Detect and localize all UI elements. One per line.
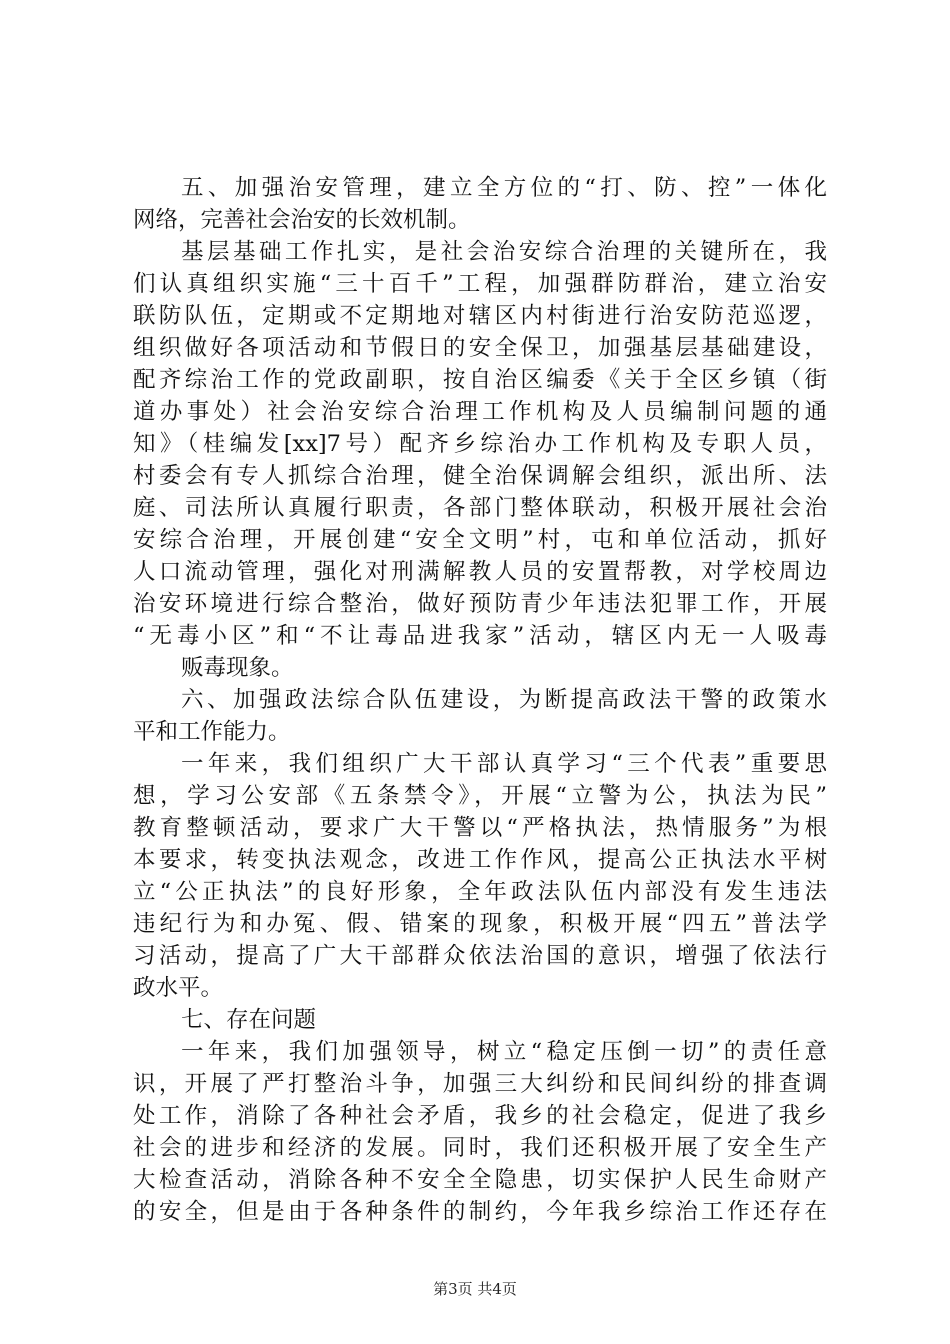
text-line: 知》（桂编发[xx]7号）配齐乡综治办工作机构及专职人员， xyxy=(133,431,827,457)
text-line: 人口流动管理，强化对刑满解教人员的安置帮教，对学校周边 xyxy=(133,559,827,585)
text-line: 村委会有专人抓综合治理，健全治保调解会组织，派出所、法 xyxy=(133,463,827,489)
text-line: 处工作，消除了各种社会矛盾，我乡的社会稳定，促进了我乡 xyxy=(133,1103,827,1129)
text-line: 安综合治理，开展创建“安全文明”村，屯和单位活动，抓好 xyxy=(133,527,827,553)
text-line: 习活动，提高了广大干部群众依法治国的意识，增强了依法行 xyxy=(133,943,827,969)
text-line: 道办事处）社会治安综合治理工作机构及人员编制问题的通 xyxy=(133,399,827,425)
text-line: 们认真组织实施“三十百千”工程，加强群防群治，建立治安 xyxy=(133,271,827,297)
text-line: 五、加强治安管理，建立全方位的“打、防、控”一体化 xyxy=(181,175,827,201)
text-line: 教育整顿活动，要求广大干警以“严格执法，热情服务”为根 xyxy=(133,815,827,841)
text-line: 本要求，转变执法观念，改进工作作风，提高公正执法水平树 xyxy=(133,847,827,873)
text-line: 配齐综治工作的党政副职，按自治区编委《关于全区乡镇（街 xyxy=(133,367,827,393)
document-body xyxy=(133,172,827,1228)
text-line: 庭、司法所认真履行职责，各部门整体联动，积极开展社会治 xyxy=(133,495,827,521)
text-line: 识，开展了严打整治斗争，加强三大纠纷和民间纠纷的排查调 xyxy=(133,1071,827,1097)
text-line: 平和工作能力。 xyxy=(133,719,291,745)
text-line: 六、加强政法综合队伍建设，为断提高政法干警的政策水 xyxy=(181,687,827,713)
text-line: 一年来，我们组织广大干部认真学习“三个代表”重要思 xyxy=(181,751,827,777)
text-line: 政水平。 xyxy=(133,975,224,1001)
text-line: 大检查活动，消除各种不安全全隐患，切实保护人民生命财产 xyxy=(133,1167,827,1193)
text-line: 一年来，我们加强领导，树立“稳定压倒一切”的责任意 xyxy=(181,1039,827,1065)
text-line: 社会的进步和经济的发展。同时，我们还积极开展了安全生产 xyxy=(133,1135,827,1161)
text-line: 想，学习公安部《五条禁令》，开展“立警为公，执法为民” xyxy=(133,783,827,809)
text-line: 的安全，但是由于各种条件的制约，今年我乡综治工作还存在 xyxy=(133,1199,827,1225)
text-line: 七、存在问题 xyxy=(181,1007,317,1033)
text-line: 治安环境进行综合整治，做好预防青少年违法犯罪工作，开展 xyxy=(133,591,827,617)
text-line: 基层基础工作扎实，是社会治安综合治理的关键所在，我 xyxy=(181,239,827,265)
text-line: 违纪行为和办冤、假、错案的现象，积极开展“四五”普法学 xyxy=(133,911,827,937)
text-line: “无毒小区”和“不让毒品进我家”活动，辖区内无一人吸毒 xyxy=(133,623,827,649)
page-footer: 第3页 共4页 xyxy=(433,1280,517,1298)
text-line: 立“公正执法”的良好形象，全年政法队伍内部没有发生违法 xyxy=(133,879,827,905)
text-line: 贩毒现象。 xyxy=(181,655,294,681)
text-line: 联防队伍，定期或不定期地对辖区内村街进行治安防范巡逻， xyxy=(133,303,827,329)
text-line: 组织做好各项活动和节假日的安全保卫，加强基层基础建设， xyxy=(133,335,827,361)
text-line: 网络，完善社会治安的长效机制。 xyxy=(133,207,471,233)
